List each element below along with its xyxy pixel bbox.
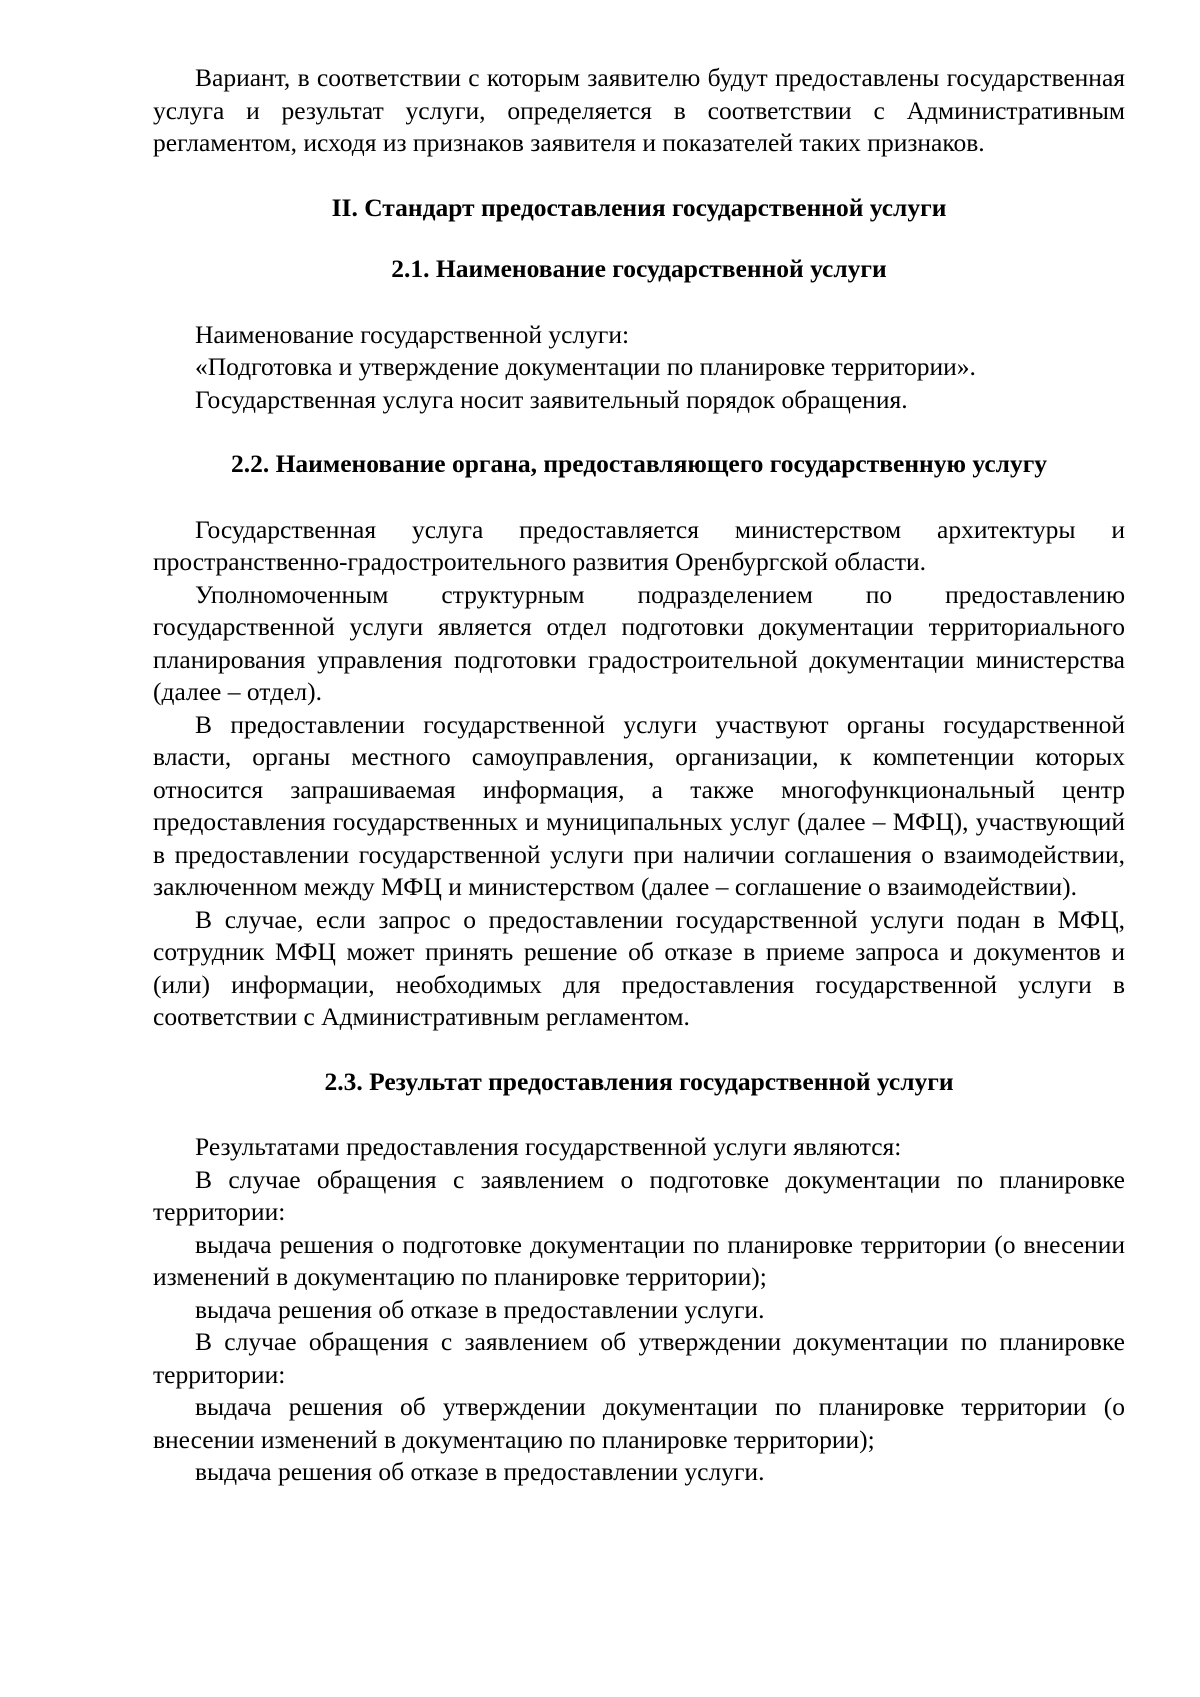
subsection-title-2-3: 2.3. Результат предоставления государственной услуги <box>324 1066 954 1096</box>
s23-paragraph-3: выдача решения о подготовке документации по планировке территории (о внесении изменений в документацию по планировке территории); <box>153 1229 1125 1291</box>
s22-paragraph-4: В случае, если запрос о предоставлении государственной услуги подан в МФЦ, сотрудник МФЦ может принять решение об отказе в приеме запроса и документов и (или) информации, необходимых для предоставления государственной услуги в соответствии с Административным регламентом. <box>153 904 1125 1031</box>
s23-paragraph-4: выдача решения об отказе в предоставлении услуги. <box>195 1294 765 1324</box>
subsection-title-2-2: 2.2. Наименование органа, предоставляющего государственную услугу <box>230 449 1048 478</box>
s23-paragraph-6: выдача решения об утверждении документации по планировке территории (о внесении изменений в документацию по планировке территории); <box>153 1392 1125 1454</box>
s23-paragraph-7: выдача решения об отказе в предоставлении услуги. <box>195 1457 765 1486</box>
s22-paragraph-3: В предоставлении государственной услуги участвуют органы государственной власти, органы местного самоуправления, организации, к компетенции которых относится запрашиваемая информация, а также многофункциональный центр предоставления государственных и муниципальных услуг (далее – МФЦ), участвующий в предоставлении государственной услуги при наличии соглашения о взаимодействии, заключенном между МФЦ и министерством (далее – соглашение о взаимодействии). <box>153 709 1125 901</box>
document-page <box>153 62 1125 1489</box>
s21-line-2: «Подготовка и утверждение документации по планировке территории». <box>195 352 976 381</box>
s23-paragraph-2: В случае обращения с заявлением о подготовке документации по планировке территории: <box>153 1164 1125 1226</box>
s22-paragraph-2: Уполномоченным структурным подразделением по предоставлению государственной услуги является отдел подготовки документации территориального планирования управления подготовки градостроительной документации министерства (далее – отдел). <box>153 579 1125 706</box>
s23-paragraph-5: В случае обращения с заявлением об утверждении документации по планировке территории: <box>153 1327 1125 1389</box>
section-title: II. Стандарт предоставления государственной услуги <box>331 192 947 222</box>
intro-paragraph: Вариант, в соответствии с которым заявителю будут предоставлены государственная услуга и результат услуги, определяется в соответствии с Административным регламентом, исходя из признаков заявителя и показателей таких признаков. <box>153 63 1125 157</box>
subsection-title-2-1: 2.1. Наименование государственной услуги <box>391 254 887 283</box>
s21-line-1: Наименование государственной услуги: <box>195 319 630 349</box>
s23-paragraph-1: Результатами предоставления государственной услуги являются: <box>195 1132 902 1161</box>
s22-paragraph-1: Государственная услуга предоставляется министерством архитектуры и пространственно-градостроительного развития Оренбургской области. <box>153 514 1125 576</box>
s21-line-3: Государственная услуга носит заявительный порядок обращения. <box>195 384 908 414</box>
